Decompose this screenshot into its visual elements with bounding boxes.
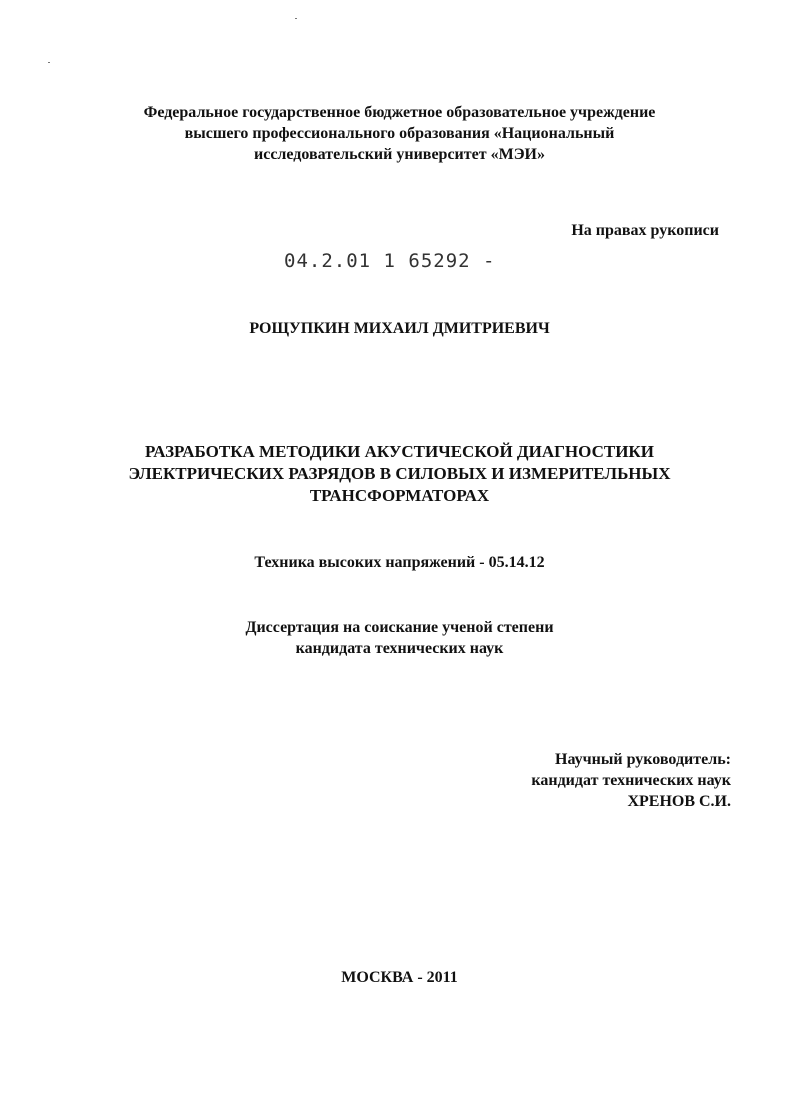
supervisor-line: Научный руководитель: [555, 751, 731, 768]
rights-notice: На правах рукописи [571, 222, 719, 239]
dissertation-title [0, 441, 799, 507]
title-line: ЭЛЕКТРИЧЕСКИХ РАЗРЯДОВ В СИЛОВЫХ И ИЗМЕРИТЕЛЬНЫХ [128, 464, 671, 483]
specialty: Техника высоких напряжений - 05.14.12 [254, 554, 545, 571]
institution-line: Федеральное государственное бюджетное образовательное учреждение [143, 104, 656, 121]
degree-statement [0, 617, 799, 659]
author-name: РОЩУПКИН МИХАИЛ ДМИТРИЕВИЧ [249, 320, 550, 337]
degree-line: Диссертация на соискание ученой степени [245, 619, 554, 636]
institution-heading [0, 102, 799, 165]
title-line: РАЗРАБОТКА МЕТОДИКИ АКУСТИЧЕСКОЙ ДИАГНОСТИКИ [145, 442, 654, 461]
scan-speck [48, 62, 50, 63]
registration-number: 04.2.01 1 65292 - [284, 250, 496, 272]
supervisor-line: ХРЕНОВ С.И. [627, 793, 731, 810]
supervisor-block [531, 749, 731, 812]
institution-line: исследовательский университет «МЭИ» [254, 146, 545, 163]
degree-line: кандидата технических наук [295, 640, 504, 657]
supervisor-line: кандидат технических наук [531, 772, 731, 789]
title-line: ТРАНСФОРМАТОРАХ [309, 486, 490, 505]
institution-line: высшего профессионального образования «Национальный [184, 125, 615, 142]
city-year: МОСКВА - 2011 [341, 969, 458, 986]
scan-speck [295, 18, 297, 19]
